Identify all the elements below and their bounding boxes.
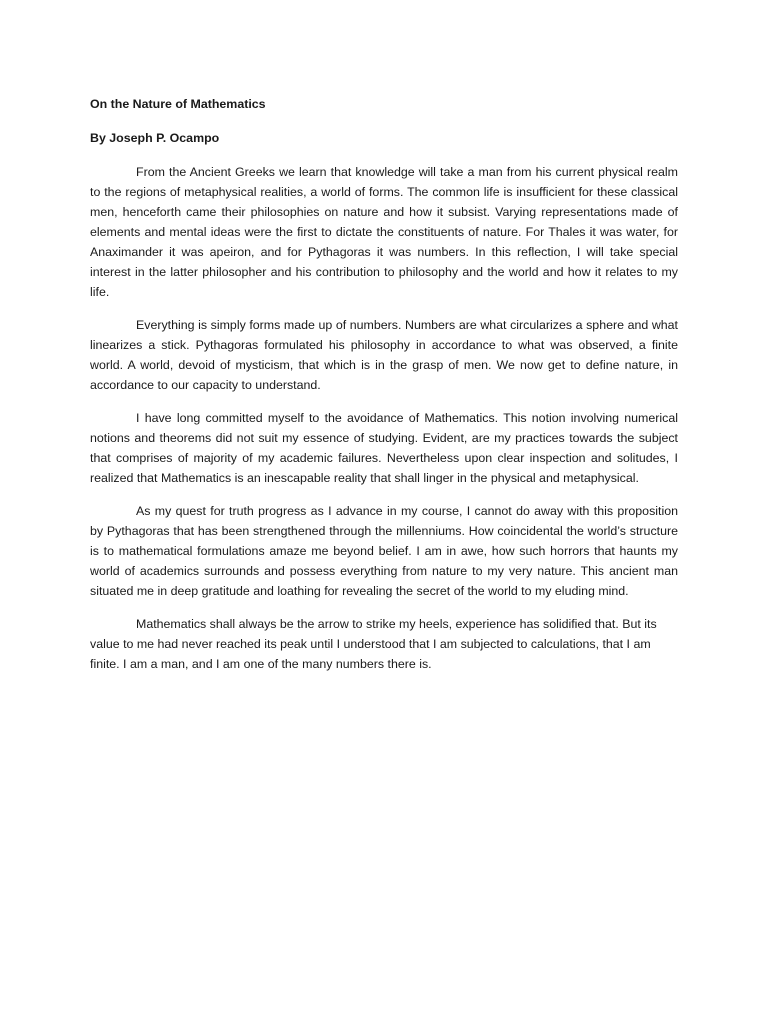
paragraph-2: Everything is simply forms made up of numbers. Numbers are what circularizes a sphere and what linearizes a stick. Pythagoras formulated his philosophy in accordance to what was observed, a finite world. A world, devoid of mysticism, that which is in the grasp of men. We now get to define nature, in accordance to our capacity to understand. (90, 318, 678, 392)
paragraph-1: From the Ancient Greeks we learn that knowledge will take a man from his current physical realm to the regions of metaphysical realities, a world of forms. The common life is insufficient for these classical men, henceforth came their philosophies on nature and how it subsist. Varying representations made of elements and mental ideas were the first to dictate the constituents of nature. For Thales it was water, for Anaximander it was apeiron, and for Pythagoras it was numbers. In this reflection, I will take special interest in the latter philosopher and his contribution to philosophy and the world and how it relates to my life. (90, 165, 678, 299)
document-author: By Joseph P. Ocampo (90, 131, 220, 145)
paragraph-4: As my quest for truth progress as I advance in my course, I cannot do away with this proposition by Pythagoras that has been strengthened through the millenniums. How coincidental the world’s structure is to mathematical formulations amaze me beyond belief. I am in awe, how such horrors that haunts my world of academics surrounds and possess everything from nature to my very nature. This ancient man situated me in deep gratitude and loathing for revealing the secret of the world to my eluding mind. (90, 504, 678, 598)
paragraph-5: Mathematics shall always be the arrow to strike my heels, experience has solidified that. But its value to me had never reached its peak until I understood that I am subjected to calculations, that I am finite. I am a man, and I am one of the many numbers there is. (90, 617, 657, 671)
document-title: On the Nature of Mathematics (90, 97, 266, 111)
document-body (90, 94, 678, 687)
paragraph-3: I have long committed myself to the avoidance of Mathematics. This notion involving numerical notions and theorems did not suit my essence of studying. Evident, are my practices towards the subject that comprises of majority of my academic failures. Nevertheless upon clear inspection and solitudes, I realized that Mathematics is an inescapable reality that shall linger in the physical and metaphysical. (90, 411, 678, 485)
